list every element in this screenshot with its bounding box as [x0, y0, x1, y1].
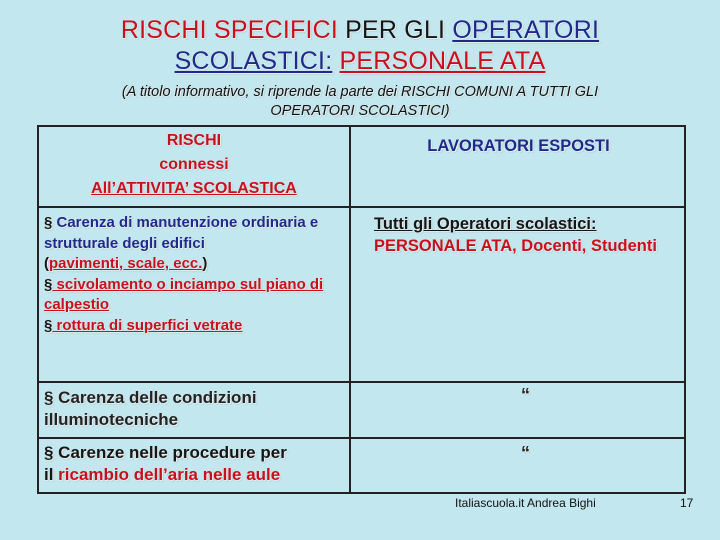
ventilation-risk-text: § Carenze nelle procedure per	[44, 443, 287, 462]
header-workers-cell: LAVORATORI ESPOSTI	[427, 137, 610, 155]
slip-trip-text: scivolamento o inciampo sul piano di calpestio	[44, 275, 324, 313]
table-row-divider	[39, 437, 684, 439]
slide-subtitle	[0, 83, 720, 121]
title-school-text: SCOLASTICI:	[174, 47, 333, 75]
row-2-ditto-mark: “	[521, 385, 530, 405]
row-1-workers-cell	[374, 213, 674, 257]
all-operators-text: Tutti gli Operatori scolastici:	[374, 215, 597, 233]
row-2-risks-cell: § Carenza delle condizioni illuminotecniche	[44, 388, 257, 429]
header-activity-label: All’ATTIVITA’ SCOLASTICA	[91, 180, 297, 197]
table-row-divider	[39, 206, 684, 208]
bullet-icon: §	[44, 275, 53, 293]
bullet-icon: §	[44, 316, 53, 334]
paren-close: )	[202, 255, 208, 272]
title-for-text: PER GLI	[338, 16, 453, 44]
glass-breakage-text: rottura di superfici vetrate	[52, 316, 243, 334]
header-risks-label: RISCHI	[166, 132, 222, 149]
subtitle-line-1: (A titolo informativo, si riprende la parte dei RISCHI COMUNI A TUTTI GLI	[121, 84, 599, 100]
title-risks-text: RISCHI SPECIFICI	[120, 16, 339, 44]
ventilation-prefix: il	[44, 465, 59, 484]
title-line-1	[0, 15, 720, 46]
subtitle-line-2: OPERATORI SCOLASTICI)	[270, 103, 450, 119]
row-3-risks-cell	[44, 442, 344, 486]
header-connected-label: connessi	[159, 156, 229, 173]
paren-open: (	[44, 255, 49, 272]
risks-table	[37, 125, 686, 494]
air-change-text: ricambio dell’aria nelle aule	[58, 465, 281, 484]
slide-title	[0, 15, 720, 77]
bullet-icon: §	[44, 214, 53, 231]
page-number: 17	[680, 496, 694, 510]
title-ata-text: PERSONALE ATA	[339, 47, 546, 75]
title-operators-text: OPERATORI	[452, 16, 600, 44]
table-row-divider	[39, 381, 684, 383]
footer-credit: Italiascuola.it Andrea Bighi	[455, 496, 596, 510]
row-1-risks-cell	[44, 213, 344, 336]
title-line-2	[0, 46, 720, 77]
floors-stairs-text: pavimenti, scale, ecc.	[49, 255, 203, 272]
title-space	[332, 47, 339, 75]
ata-staff-text: PERSONALE ATA, Docenti, Studenti	[374, 237, 657, 255]
header-risks-cell	[39, 129, 349, 201]
row-3-ditto-mark: “	[521, 443, 530, 463]
maintenance-risk-text: Carenza di manutenzione ordinaria e strutturale degli edifici	[44, 214, 319, 252]
